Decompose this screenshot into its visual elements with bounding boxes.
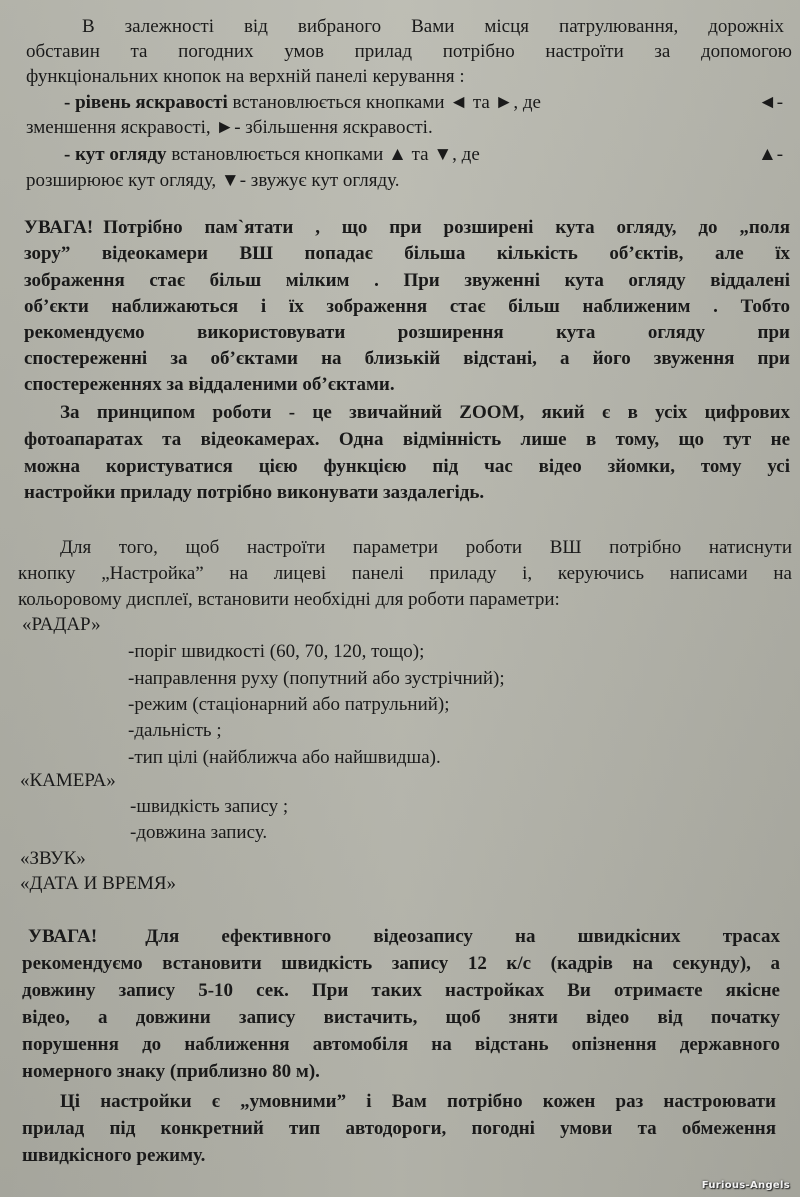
warning2-line-8: прилад під конкретний тип автодороги, погодні умови та обмеження	[22, 1118, 776, 1139]
warning1-line-8: За принципом роботи - це звичайний ZOOM, який є в усіх цифрових	[60, 402, 790, 423]
intro-line-1: В залежності від вибраного Вами місця патрулювання, дорожніх	[82, 16, 784, 37]
warning1-line-4: об’єкти наближаються і їх зображення стає більш наближеним . Тобто	[24, 296, 790, 317]
warning1-line-2: зору” відеокамери ВШ попадає більша кількість об’єктів, але їх	[24, 243, 790, 264]
brightness-decrease-symbol: ◄-	[758, 92, 784, 113]
camera-item-1: -швидкість запису ;	[130, 796, 289, 817]
warning1-line-11: настройки приладу потрібно виконувати заздалегідь.	[24, 482, 485, 503]
brightness-label: - рівень яскравості	[64, 92, 228, 113]
warning2-line-1	[28, 925, 780, 949]
intro-line-3: функціональних кнопок на верхній панелі керування :	[26, 66, 465, 87]
brightness-line-2: зменшення яскравості, ►- збільшення яскравості.	[26, 117, 433, 138]
warning1-line-1-text: Потрібно пам`ятати , що при розширені кута огляду, до „поля	[103, 217, 790, 238]
warning1-line-1	[24, 216, 790, 240]
warning2-line-4: відео, а довжини запису вистачить, щоб зняти відео від початку	[22, 1007, 780, 1028]
warning2-line-6: номерного знаку (приблизно 80 м).	[22, 1061, 320, 1082]
brightness-line	[64, 91, 541, 115]
warning1-line-5: рекомендуємо використовувати розширення кута огляду при	[24, 322, 790, 343]
radar-item-5: -тип цілі (найближча або найшвидша).	[128, 747, 441, 768]
view-angle-label: - кут огляду	[64, 144, 167, 165]
sound-heading: «ЗВУК»	[20, 848, 86, 869]
warning1-line-9: фотоапаратах та відеокамерах. Одна відмінність лише в тому, що тут не	[24, 429, 790, 450]
camera-item-2: -довжина запису.	[130, 822, 268, 843]
warning2-line-1-text: Для ефективного відеозапису на швидкісних трасах	[145, 926, 780, 947]
radar-item-3: -режим (стаціонарний або патрульний);	[128, 694, 450, 715]
warning2-line-5: порушення до наближення автомобіля на відстань опізнення державного	[22, 1034, 780, 1055]
warning1-label: УВАГА!	[24, 217, 94, 238]
view-angle-line	[64, 143, 480, 167]
radar-heading: «РАДАР»	[22, 614, 101, 635]
warning2-line-2: рекомендуємо встановити швидкість запису 12 к/с (кадрів на секунду), а	[22, 953, 780, 974]
intro-line-2: обставин та погодних умов прилад потрібно настроїти за допомогою	[26, 41, 792, 62]
radar-item-4: -дальність ;	[128, 720, 222, 741]
brightness-text: встановлюється кнопками ◄ та ►, де	[232, 92, 541, 113]
warning1-line-3: зображення стає більш мілким . При звуженні кута огляду віддалені	[24, 270, 790, 291]
settings-line-1: Для того, щоб настроїти параметри роботи ВШ потрібно натиснути	[60, 537, 792, 558]
settings-line-2: кнопку „Настройка” на лицеві панелі приладу і, керуючись написами на	[18, 563, 792, 584]
warning2-line-3: довжину запису 5-10 сек. При таких настройках Ви отримаєте якісне	[22, 980, 780, 1001]
warning1-line-6: спостереженні за об’єктами на близькій відстані, а його звуження при	[24, 348, 790, 369]
date-time-heading: «ДАТА И ВРЕМЯ»	[20, 873, 177, 894]
warning1-line-10: можна користуватися цією функцією під час відео зйомки, тому усі	[24, 456, 790, 477]
warning2-line-7: Ці настройки є „умовними” і Вам потрібно кожен раз настроювати	[60, 1091, 776, 1112]
view-angle-text: встановлюється кнопками ▲ та ▼, де	[171, 144, 480, 165]
settings-line-3: кольоровому дисплеї, встановити необхідні для роботи параметри:	[18, 589, 560, 610]
watermark: Furious-Angels	[701, 1180, 790, 1191]
warning2-line-9: швидкісного режиму.	[22, 1145, 206, 1166]
warning2-label: УВАГА!	[28, 926, 98, 947]
warning1-line-7: спостереженнях за віддаленими об’єктами.	[24, 374, 395, 395]
radar-item-2: -направлення руху (попутний або зустрічний);	[128, 668, 505, 689]
radar-item-1: -поріг швидкості (60, 70, 120, тощо);	[128, 641, 425, 662]
view-angle-line-2: розширюює кут огляду, ▼- звужує кут огляду.	[26, 170, 400, 191]
camera-heading: «КАМЕРА»	[20, 770, 116, 791]
view-angle-widen-symbol: ▲-	[758, 144, 784, 165]
